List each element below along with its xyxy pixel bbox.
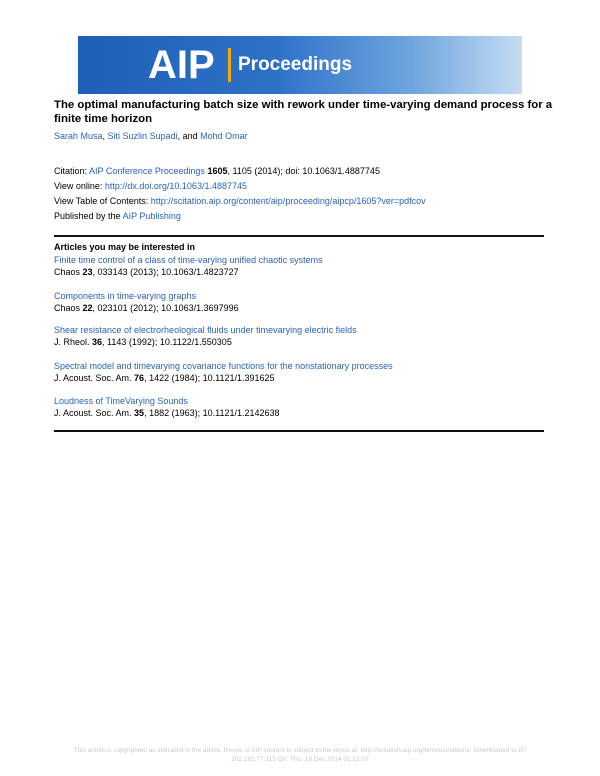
logo-divider (228, 48, 231, 82)
author-separator: , (102, 131, 108, 141)
aip-proceedings-banner[interactable] (78, 36, 522, 94)
related-volume: 22 (82, 303, 93, 313)
related-details: , 1422 (1984); 10.1121/1.391625 (144, 373, 275, 383)
related-journal: J. Acoust. Soc. Am. (54, 408, 135, 418)
view-online-label: View online: (54, 181, 105, 191)
related-journal: Chaos (54, 267, 83, 277)
footer-line-1: This article is copyrighted as indicated in the article. Reuse of AIP content is subject to the terms at: http://scitation.aip.org/termsconditions. Downloaded to IP: (73, 747, 527, 754)
author-link[interactable]: Sarah Musa (54, 131, 103, 141)
journal-link[interactable]: AIP Conference Proceedings (89, 166, 205, 176)
related-article-citation (54, 408, 280, 418)
related-article-link[interactable]: Loudness of TimeVarying Sounds (54, 396, 188, 406)
publisher-link[interactable]: AIP Publishing (122, 211, 181, 221)
related-journal: J. Acoust. Soc. Am. (54, 373, 135, 383)
related-journal: J. Rheol. (54, 337, 93, 347)
author-list (54, 130, 248, 142)
citation-details: , 1105 (2014); doi: 10.1063/1.4887745 (227, 166, 380, 176)
article-title: The optimal manufacturing batch size with rework under time-varying demand process for a finite time horizon (54, 99, 553, 125)
related-article-citation (54, 337, 232, 347)
related-details: , 1143 (1992); 10.1122/1.550305 (102, 337, 232, 347)
related-volume: 35 (134, 408, 145, 418)
related-details: , 023101 (2012); 10.1063/1.3697996 (92, 303, 239, 313)
related-article-citation (54, 373, 275, 383)
related-volume: 76 (134, 373, 145, 383)
footer-line-2: 202.185.77.115 On: Thu, 18 Dec 2014 01:52:07 (231, 756, 369, 763)
related-article-citation (54, 267, 239, 277)
related-heading: Articles you may be interested in (54, 242, 196, 252)
related-article-citation (54, 303, 239, 313)
proceedings-logo-text: Proceedings (238, 54, 353, 75)
view-online-line (54, 180, 247, 192)
author-link[interactable]: Siti Suzlin Supadi (107, 131, 178, 141)
toc-label: View Table of Contents: (54, 196, 151, 206)
top-divider (54, 235, 544, 237)
publisher-label: Published by the (54, 211, 123, 221)
citation-line (54, 165, 380, 177)
author-separator: , and (177, 131, 201, 141)
publisher-line (54, 210, 181, 222)
related-article-link[interactable]: Components in time-varying graphs (54, 291, 197, 301)
doi-link[interactable]: http://dx.doi.org/10.1063/1.4887745 (104, 181, 247, 191)
related-volume: 36 (92, 337, 103, 347)
related-article-link[interactable]: Shear resistance of electrorheological fluids under timevarying electric fields (54, 325, 357, 335)
related-details: , 1882 (1963); 10.1121/1.2142638 (144, 408, 280, 418)
related-article-link[interactable]: Finite time control of a class of time-varying unified chaotic systems (54, 255, 323, 265)
toc-link[interactable]: http://scitation.aip.org/content/aip/proceeding/aipcp/1605?ver=pdfcov (150, 196, 426, 206)
bottom-divider (54, 430, 544, 432)
copyright-footer (20, 746, 580, 764)
related-details: , 033143 (2013); 10.1063/1.4823727 (92, 267, 239, 277)
citation-label: Citation: (54, 166, 90, 176)
aip-logo-text: AIP (148, 43, 215, 87)
related-volume: 23 (82, 267, 93, 277)
author-link[interactable]: Mohd Omar (200, 131, 248, 141)
citation-volume: 1605 (207, 166, 228, 176)
related-journal: Chaos (54, 303, 83, 313)
related-article-link[interactable]: Spectral model and timevarying covariance functions for the nonstationary processes (54, 361, 393, 371)
toc-line (54, 195, 426, 207)
